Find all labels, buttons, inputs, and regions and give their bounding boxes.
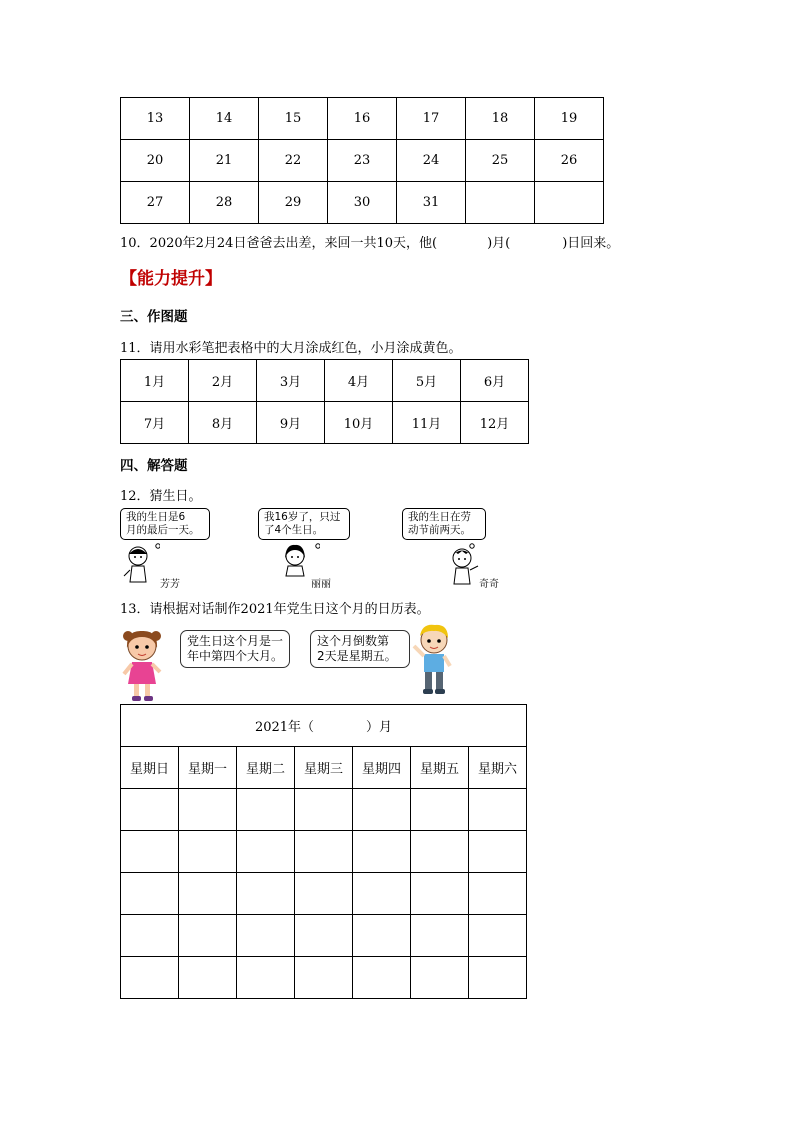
calendar-day-cell: 19 (535, 98, 604, 140)
part4-heading: 四、解答题 (120, 458, 188, 474)
fangfang-figure-icon (120, 540, 160, 586)
calendar-row (121, 98, 604, 140)
calendar-empty-cell[interactable] (353, 915, 411, 957)
calendar-day-cell: 31 (397, 182, 466, 224)
month-cell[interactable]: 8月 (189, 402, 257, 444)
calendar-empty-cell[interactable] (179, 957, 237, 999)
calendar-day-cell: 17 (397, 98, 466, 140)
lili-figure-icon (280, 540, 320, 580)
calendar-empty-cell[interactable] (121, 789, 179, 831)
calendar-empty-cell[interactable] (295, 957, 353, 999)
calendar-day-cell: 24 (397, 140, 466, 182)
weekday-header: 星期日 (121, 747, 179, 789)
calendar-day-cell (535, 182, 604, 224)
calendar-week-row (121, 915, 527, 957)
boy-figure-icon (408, 622, 456, 696)
calendar-empty-cell[interactable] (295, 873, 353, 915)
calendar-day-cell: 29 (259, 182, 328, 224)
bubble-girl: 党生日这个月是一 年中第四个大月。 (180, 630, 290, 668)
months-table (120, 359, 529, 444)
bubble-lili: 我16岁了，只过 了4个生日。 (258, 508, 350, 540)
bubble-qiqi: 我的生日在劳 动节前两天。 (402, 508, 486, 540)
question-11: 11．请用水彩笔把表格中的大月涂成红色，小月涂成黄色。 (120, 341, 462, 356)
calendar-empty-cell[interactable] (237, 831, 295, 873)
weekday-header: 星期六 (469, 747, 527, 789)
calendar-empty-cell[interactable] (411, 831, 469, 873)
calendar-day-cell: 27 (121, 182, 190, 224)
calendar-day-cell (466, 182, 535, 224)
question-13: 13．请根据对话制作2021年党生日这个月的日历表。 (120, 602, 430, 617)
calendar-empty-cell[interactable] (237, 915, 295, 957)
name-fangfang: 芳芳 (160, 579, 180, 590)
calendar-week-row (121, 957, 527, 999)
calendar-empty-cell[interactable] (353, 789, 411, 831)
calendar-2021-table (120, 704, 527, 999)
top-calendar-table (120, 97, 604, 224)
calendar-day-cell: 28 (190, 182, 259, 224)
month-cell[interactable]: 7月 (121, 402, 189, 444)
name-lili: 丽丽 (311, 579, 331, 590)
calendar-day-cell: 26 (535, 140, 604, 182)
name-qiqi: 奇奇 (479, 579, 499, 590)
calendar-empty-cell[interactable] (353, 873, 411, 915)
calendar-day-cell: 21 (190, 140, 259, 182)
calendar-empty-cell[interactable] (179, 831, 237, 873)
calendar-day-cell: 13 (121, 98, 190, 140)
calendar-day-cell: 15 (259, 98, 328, 140)
month-cell[interactable]: 6月 (461, 360, 529, 402)
month-cell[interactable]: 4月 (325, 360, 393, 402)
calendar-empty-cell[interactable] (469, 957, 527, 999)
calendar-row (121, 140, 604, 182)
weekday-header: 星期四 (353, 747, 411, 789)
calendar-day-cell: 18 (466, 98, 535, 140)
month-cell[interactable]: 2月 (189, 360, 257, 402)
question-10: 10．2020年2月24日爸爸去出差，来回一共10天，他( )月( )日回来。 (120, 236, 620, 251)
calendar-empty-cell[interactable] (295, 831, 353, 873)
calendar-day-cell: 30 (328, 182, 397, 224)
calendar-empty-cell[interactable] (295, 915, 353, 957)
calendar-title: 2021年（ ）月 (121, 705, 527, 747)
month-cell[interactable]: 1月 (121, 360, 189, 402)
weekday-header-row (121, 747, 527, 789)
section-title: 【能力提升】 (120, 269, 222, 289)
weekday-header: 星期一 (179, 747, 237, 789)
calendar-day-cell: 16 (328, 98, 397, 140)
calendar-empty-cell[interactable] (469, 789, 527, 831)
weekday-header: 星期五 (411, 747, 469, 789)
weekday-header: 星期三 (295, 747, 353, 789)
calendar-day-cell: 23 (328, 140, 397, 182)
calendar-day-cell: 25 (466, 140, 535, 182)
calendar-empty-cell[interactable] (411, 957, 469, 999)
bubble-boy: 这个月倒数第 2天是星期五。 (310, 630, 410, 668)
calendar-row (121, 182, 604, 224)
calendar-empty-cell[interactable] (121, 873, 179, 915)
calendar-empty-cell[interactable] (353, 957, 411, 999)
calendar-empty-cell[interactable] (295, 789, 353, 831)
month-cell[interactable]: 10月 (325, 402, 393, 444)
calendar-empty-cell[interactable] (179, 873, 237, 915)
calendar-week-row (121, 873, 527, 915)
calendar-empty-cell[interactable] (179, 915, 237, 957)
calendar-empty-cell[interactable] (469, 915, 527, 957)
month-cell[interactable]: 11月 (393, 402, 461, 444)
calendar-empty-cell[interactable] (237, 789, 295, 831)
calendar-empty-cell[interactable] (353, 831, 411, 873)
calendar-empty-cell[interactable] (237, 873, 295, 915)
calendar-empty-cell[interactable] (121, 957, 179, 999)
calendar-empty-cell[interactable] (469, 831, 527, 873)
qiqi-figure-icon (442, 540, 482, 586)
girl-figure-icon (118, 628, 166, 704)
calendar-week-row (121, 789, 527, 831)
month-cell[interactable]: 9月 (257, 402, 325, 444)
month-cell[interactable]: 3月 (257, 360, 325, 402)
weekday-header: 星期二 (237, 747, 295, 789)
calendar-empty-cell[interactable] (121, 915, 179, 957)
months-row (121, 402, 529, 444)
calendar-day-cell: 22 (259, 140, 328, 182)
months-row (121, 360, 529, 402)
calendar-empty-cell[interactable] (179, 789, 237, 831)
month-cell[interactable]: 12月 (461, 402, 529, 444)
calendar-empty-cell[interactable] (411, 915, 469, 957)
calendar-empty-cell[interactable] (411, 873, 469, 915)
month-cell[interactable]: 5月 (393, 360, 461, 402)
calendar-empty-cell[interactable] (121, 831, 179, 873)
part3-heading: 三、作图题 (120, 309, 188, 325)
calendar-empty-cell[interactable] (469, 873, 527, 915)
bubble-fangfang: 我的生日是6 月的最后一天。 (120, 508, 210, 540)
calendar-empty-cell[interactable] (237, 957, 295, 999)
calendar-day-cell: 20 (121, 140, 190, 182)
calendar-empty-cell[interactable] (411, 789, 469, 831)
calendar-day-cell: 14 (190, 98, 259, 140)
calendar-week-row (121, 831, 527, 873)
question-12: 12．猜生日。 (120, 489, 202, 504)
